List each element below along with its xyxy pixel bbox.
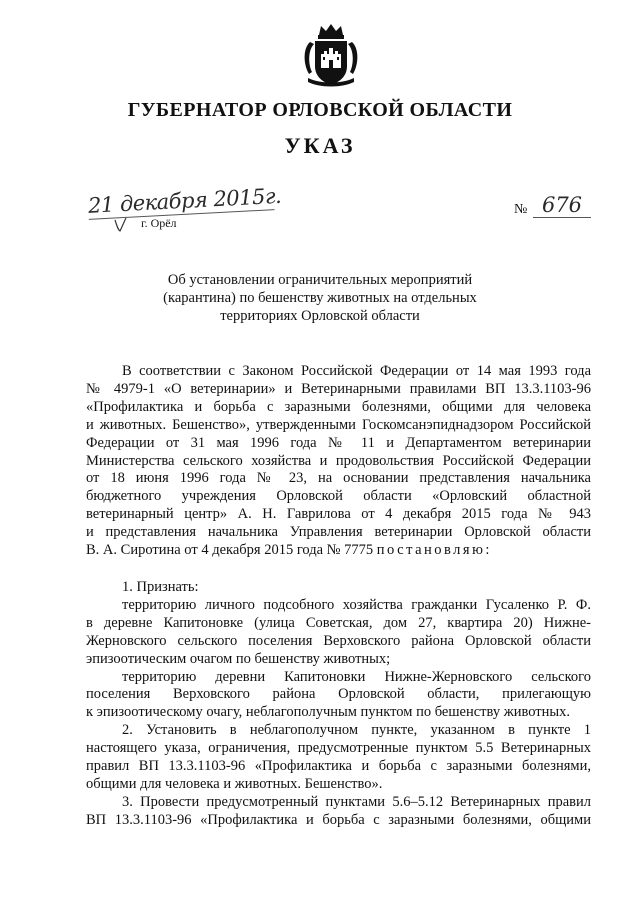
item1-line: Жерновского сельского поселения Верховского района Орловской области [86, 632, 591, 649]
item2-line: общими для человека и животных. Бешенство». [86, 775, 383, 792]
subject-line: Об установлении ограничительных мероприятий [167, 272, 473, 288]
item1-line: территорию личного подсобного хозяйства гражданки Гусаленко Р. Ф. [122, 596, 591, 613]
preamble-line: от 18 июня 1996 года № 23, на основании представления начальника [86, 470, 591, 487]
preamble-line: и животных. Бешенство», утвержденными Госкомсанэпиднадзором Российской [86, 416, 591, 433]
city-label: г. Орёл [141, 216, 177, 230]
item3-line: ВП 13.3.1103-96 «Профилактика и борьба с заразными болезнями, общими [86, 811, 591, 828]
preamble-last-line [86, 542, 591, 560]
item2-line: 2. Установить в неблагополучном пункте, указанном в пункте 1 [122, 722, 591, 739]
governor-title: ГУБЕРНАТОР ОРЛОВСКОЙ ОБЛАСТИ [127, 99, 513, 121]
handwritten-date: 21 декабря 2015г. [87, 183, 282, 218]
item1-line: к эпизоотическому очагу, неблагополучным пунктом по бешенству животных. [86, 704, 570, 721]
preamble-line: ветеринарный центр» А. Н. Гаврилова от 4 декабря 2015 года № 943 [86, 506, 591, 523]
subject-line: (карантина) по бешенству животных на отдельных [163, 290, 477, 306]
number-label: № [514, 202, 528, 217]
paragraph-gap [86, 560, 591, 579]
item2-line: правил ВП 13.3.1103-96 «Профилактика и борьба с заразными болезнями, [86, 758, 591, 775]
item1-line: поселения Верховского района Орловской области, прилегающую [86, 686, 591, 703]
decree-word: постановляю: [376, 542, 492, 559]
decree-body [86, 363, 591, 830]
handwritten-tick-icon [113, 217, 127, 233]
preamble-line-text: В. А. Сиротина от 4 декабря 2015 года № 7775 [86, 542, 374, 559]
preamble-line: № 4979-1 «О ветеринарии» и Ветеринарными правилами ВП 13.3.1103-96 [86, 380, 591, 397]
item3-line: 3. Провести предусмотренный пунктами 5.6–5.12 Ветеринарных правил [122, 793, 591, 810]
handwritten-number: 676 [533, 193, 591, 218]
preamble-line: Министерства сельского хозяйства и продовольствия Российской Федерации [86, 452, 591, 469]
item1-line: эпизоотическим очагом по бешенству животных; [86, 650, 391, 667]
item1-heading: 1. Признать: [122, 578, 199, 595]
item1-line: территорию деревни Капитоновки Нижне-Жерновского сельского [122, 668, 591, 685]
preamble-line: Федерации от 31 мая 1996 года № 11 и Департаментом ветеринарии [86, 434, 591, 451]
item1-line: в деревне Капитоновке (улица Советская, дом 27, квартира 20) Нижне- [86, 614, 591, 631]
subject-line: территориях Орловской области [220, 308, 420, 324]
orel-oblast-coat-of-arms-icon [300, 22, 362, 88]
document-type: УКАЗ [284, 133, 356, 158]
preamble-line: «Профилактика и борьба с заразными болезнями, общими для человека [86, 398, 591, 415]
preamble-line: бюджетного учреждения Орловской области «Орловский областной [86, 488, 591, 505]
preamble-line: В соответствии с Законом Российской Федерации от 14 мая 1993 года [122, 363, 591, 379]
item2-line: настоящего указа, ограничения, предусмотренные пунктом 5.5 Ветеринарных [86, 740, 591, 757]
decree-subject [120, 271, 520, 325]
preamble-line: и представления начальника Управления ветеринарии Орловской области [86, 524, 591, 541]
